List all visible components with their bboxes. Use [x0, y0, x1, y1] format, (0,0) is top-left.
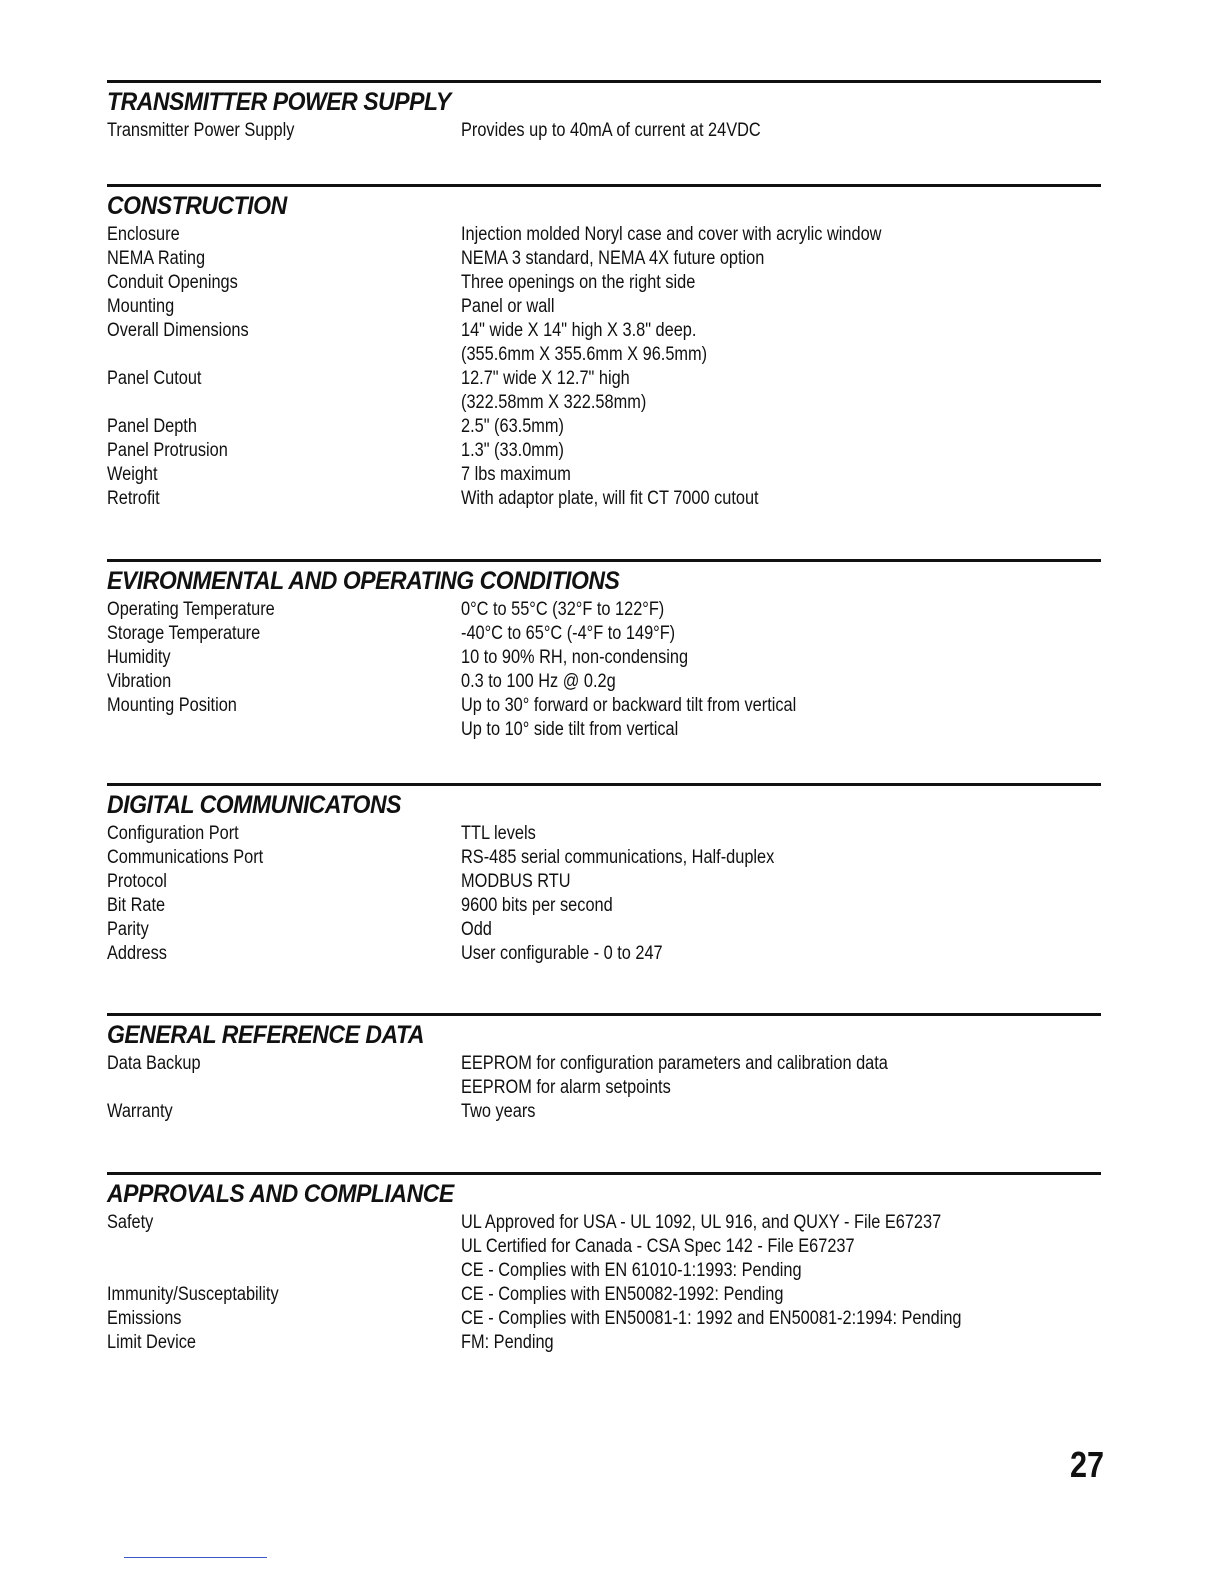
spec-value	[461, 942, 1011, 966]
section-heading: CONSTRUCTION	[107, 192, 287, 220]
spec-value	[461, 622, 1011, 646]
spec-value-line: Two years	[461, 1101, 536, 1122]
spec-value-line: 7 lbs maximum	[461, 464, 571, 485]
spec-row	[107, 1052, 1101, 1100]
section-heading: EVIRONMENTAL AND OPERATING CONDITIONS	[107, 567, 620, 595]
section-general-reference-data	[107, 1013, 1101, 1124]
spec-row	[107, 694, 1101, 742]
spec-rows	[107, 119, 1101, 143]
spec-label: Warranty	[107, 1101, 173, 1122]
spec-value	[461, 598, 1011, 622]
spec-label: Panel Protrusion	[107, 440, 228, 461]
spec-label: NEMA Rating	[107, 248, 206, 269]
spec-label: Mounting	[107, 296, 175, 317]
spec-rows	[107, 1052, 1101, 1124]
spec-value-line: FM: Pending	[461, 1332, 554, 1353]
spec-label: Retrofit	[107, 488, 160, 509]
spec-row	[107, 894, 1101, 918]
spec-value	[461, 846, 1011, 870]
spec-label: Panel Depth	[107, 416, 197, 437]
spec-value	[461, 271, 1011, 295]
spec-value-line: 10 to 90% RH, non-condensing	[461, 647, 689, 668]
spec-label: Communications Port	[107, 847, 264, 868]
spec-row	[107, 846, 1101, 870]
section-divider	[107, 80, 1101, 83]
spec-value-line: EEPROM for alarm setpoints	[461, 1077, 671, 1098]
section-divider	[107, 559, 1101, 562]
spec-value-line: TTL levels	[461, 823, 536, 844]
spec-value-line: CE - Complies with EN50081-1: 1992 and EN50081-2:1994: Pending	[461, 1308, 962, 1329]
spec-row	[107, 367, 1101, 415]
spec-value	[461, 694, 1011, 742]
spec-row	[107, 918, 1101, 942]
spec-value	[461, 1211, 1011, 1283]
spec-value-line: User configurable - 0 to 247	[461, 943, 663, 964]
spec-value-line: NEMA 3 standard, NEMA 4X future option	[461, 248, 765, 269]
spec-value	[461, 295, 1011, 319]
section-heading: GENERAL REFERENCE DATA	[107, 1021, 425, 1049]
spec-label: Limit Device	[107, 1332, 196, 1353]
spec-value-line: (355.6mm X 355.6mm X 96.5mm)	[461, 344, 708, 365]
spec-label: Data Backup	[107, 1053, 201, 1074]
spec-value-line: Up to 10° side tilt from vertical	[461, 719, 679, 740]
spec-value	[461, 223, 1011, 247]
spec-value	[461, 1283, 1011, 1307]
footer-rule	[124, 1557, 267, 1558]
spec-value-line: Injection molded Noryl case and cover with acrylic window	[461, 224, 882, 245]
spec-rows	[107, 1211, 1101, 1355]
spec-rows	[107, 223, 1101, 511]
spec-row	[107, 487, 1101, 511]
spec-row	[107, 223, 1101, 247]
spec-value-line: 0°C to 55°C (32°F to 122°F)	[461, 599, 665, 620]
spec-row	[107, 415, 1101, 439]
spec-row	[107, 1283, 1101, 1307]
spec-value-line: -40°C to 65°C (-4°F to 149°F)	[461, 623, 676, 644]
spec-value-line: 12.7" wide X 12.7" high	[461, 368, 630, 389]
spec-row	[107, 439, 1101, 463]
spec-value-line: UL Certified for Canada - CSA Spec 142 - File E67237	[461, 1236, 855, 1257]
spec-label: Enclosure	[107, 224, 180, 245]
spec-label: Vibration	[107, 671, 172, 692]
spec-value-line: CE - Complies with EN50082-1992: Pending	[461, 1284, 784, 1305]
spec-row	[107, 1211, 1101, 1283]
spec-row	[107, 295, 1101, 319]
spec-row	[107, 598, 1101, 622]
spec-row	[107, 870, 1101, 894]
spec-value-line: Provides up to 40mA of current at 24VDC	[461, 120, 761, 141]
spec-value	[461, 1307, 1011, 1331]
spec-label: Bit Rate	[107, 895, 166, 916]
spec-label: Safety	[107, 1212, 154, 1233]
spec-value	[461, 119, 1011, 143]
section-heading: DIGITAL COMMUNICATONS	[107, 791, 402, 819]
section-divider	[107, 184, 1101, 187]
spec-label: Protocol	[107, 871, 167, 892]
spec-row	[107, 319, 1101, 367]
spec-row	[107, 463, 1101, 487]
spec-value-line: 14" wide X 14" high X 3.8" deep.	[461, 320, 697, 341]
spec-label: Overall Dimensions	[107, 320, 249, 341]
spec-label: Address	[107, 943, 167, 964]
spec-label: Humidity	[107, 647, 171, 668]
spec-row	[107, 1100, 1101, 1124]
section-divider	[107, 1172, 1101, 1175]
section-divider	[107, 1013, 1101, 1016]
section-transmitter-power-supply	[107, 80, 1101, 143]
spec-value	[461, 918, 1011, 942]
spec-value-line: 2.5" (63.5mm)	[461, 416, 564, 437]
spec-value	[461, 670, 1011, 694]
section-environmental-conditions	[107, 559, 1101, 742]
spec-label: Storage Temperature	[107, 623, 261, 644]
spec-value-line: Up to 30° forward or backward tilt from vertical	[461, 695, 797, 716]
spec-value	[461, 1331, 1011, 1355]
spec-value	[461, 894, 1011, 918]
spec-rows	[107, 598, 1101, 742]
section-construction	[107, 184, 1101, 511]
section-heading: TRANSMITTER POWER SUPPLY	[107, 88, 451, 116]
spec-label: Weight	[107, 464, 158, 485]
spec-label: Panel Cutout	[107, 368, 202, 389]
spec-label: Operating Temperature	[107, 599, 275, 620]
spec-row	[107, 1331, 1101, 1355]
spec-row	[107, 119, 1101, 143]
section-divider	[107, 783, 1101, 786]
spec-label: Immunity/Susceptability	[107, 1284, 279, 1305]
spec-row	[107, 942, 1101, 966]
spec-value	[461, 487, 1011, 511]
spec-value-line: CE - Complies with EN 61010-1:1993: Pending	[461, 1260, 802, 1281]
section-digital-communications	[107, 783, 1101, 966]
spec-row	[107, 1307, 1101, 1331]
spec-value-line: UL Approved for USA - UL 1092, UL 916, and QUXY - File E67237	[461, 1212, 942, 1233]
spec-value	[461, 870, 1011, 894]
spec-value-line: Odd	[461, 919, 492, 940]
spec-label: Transmitter Power Supply	[107, 120, 295, 141]
spec-value	[461, 439, 1011, 463]
spec-label: Emissions	[107, 1308, 182, 1329]
spec-value	[461, 367, 1011, 415]
spec-label: Parity	[107, 919, 149, 940]
spec-label: Conduit Openings	[107, 272, 238, 293]
spec-row	[107, 271, 1101, 295]
spec-rows	[107, 822, 1101, 966]
spec-value	[461, 646, 1011, 670]
section-approvals-compliance	[107, 1172, 1101, 1355]
spec-value-line: RS-485 serial communications, Half-duplex	[461, 847, 775, 868]
spec-row	[107, 670, 1101, 694]
spec-value	[461, 319, 1011, 367]
spec-row	[107, 247, 1101, 271]
spec-value	[461, 1100, 1011, 1124]
spec-value	[461, 463, 1011, 487]
spec-value-line: Panel or wall	[461, 296, 555, 317]
spec-value-line: (322.58mm X 322.58mm)	[461, 392, 647, 413]
page-number: 27	[1069, 1444, 1104, 1485]
spec-value-line: 9600 bits per second	[461, 895, 613, 916]
spec-value	[461, 415, 1011, 439]
spec-row	[107, 622, 1101, 646]
spec-value	[461, 1052, 1011, 1100]
spec-row	[107, 646, 1101, 670]
spec-value-line: EEPROM for configuration parameters and calibration data	[461, 1053, 888, 1074]
spec-value-line: 1.3" (33.0mm)	[461, 440, 564, 461]
section-heading: APPROVALS AND COMPLIANCE	[107, 1180, 454, 1208]
spec-value	[461, 822, 1011, 846]
spec-label: Configuration Port	[107, 823, 239, 844]
spec-value-line: 0.3 to 100 Hz @ 0.2g	[461, 671, 616, 692]
spec-label: Mounting Position	[107, 695, 237, 716]
spec-value-line: With adaptor plate, will fit CT 7000 cutout	[461, 488, 759, 509]
spec-value-line: MODBUS RTU	[461, 871, 571, 892]
spec-row	[107, 822, 1101, 846]
spec-value	[461, 247, 1011, 271]
spec-value-line: Three openings on the right side	[461, 272, 696, 293]
